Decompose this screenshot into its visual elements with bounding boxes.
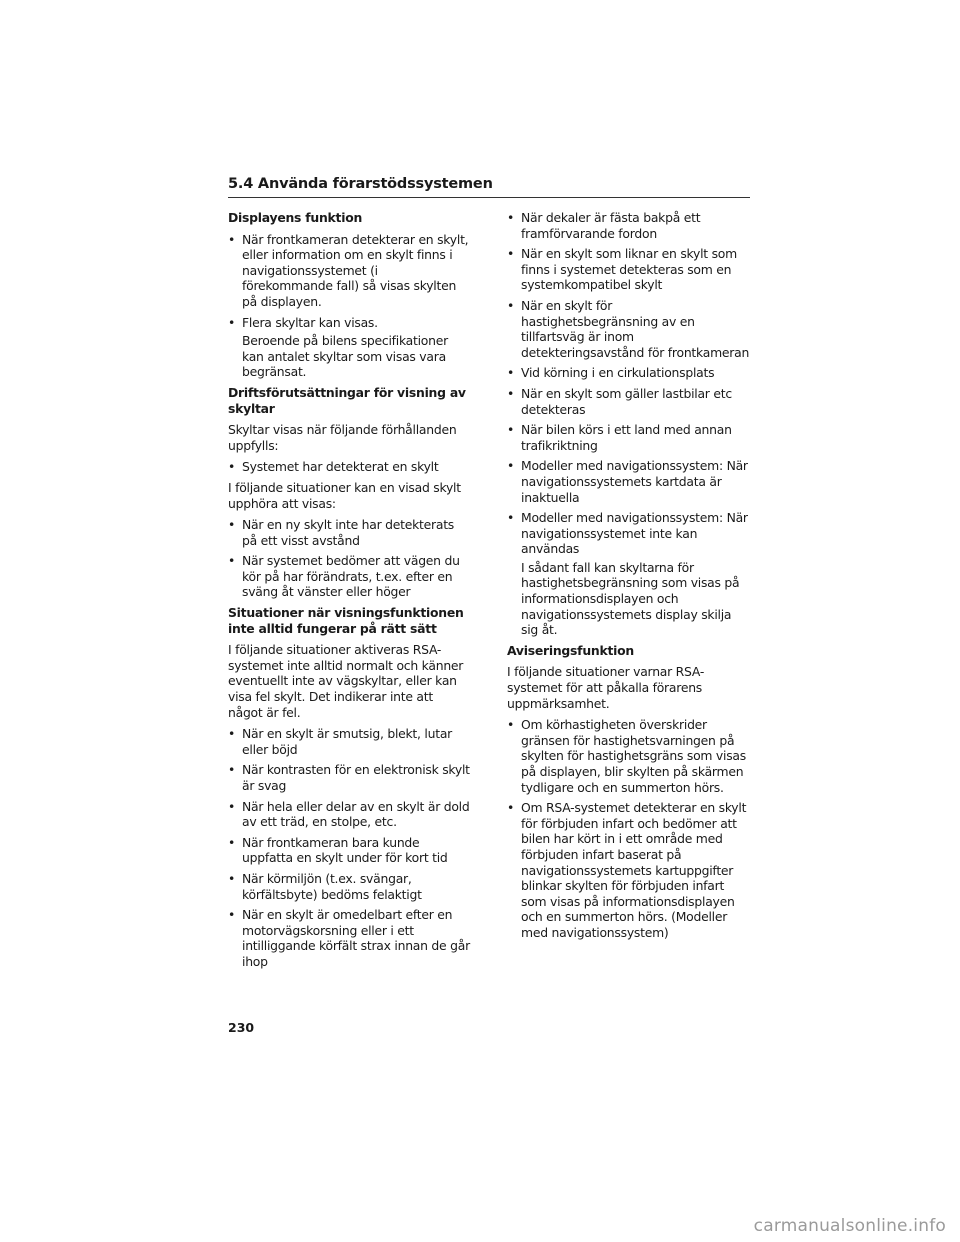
list-item: • När hela eller delar av en skylt är dold av ett träd, en stolpe, etc. <box>228 799 470 830</box>
left-column <box>228 210 470 975</box>
list-item: • Vid körning i en cirkulationsplats <box>507 365 750 381</box>
list-item: • När en skylt är omedelbart efter en motorvägskorsning eller i ett intilliggande körfält strax innan de går ihop <box>228 907 470 969</box>
list-item: • När en skylt är smutsig, blekt, lutar eller böjd <box>228 726 470 757</box>
heading-operating-conditions: Driftsförutsättningar för visning av skyltar <box>228 384 466 416</box>
list-item: • När körmiljön (t.ex. svängar, körfältsbyte) bedöms felaktigt <box>228 871 470 902</box>
list-item: • Om körhastigheten överskrider gränsen för hastighetsvarningen på skylten för hastighetsgräns som visas på displayen, blir skylten på skärmen tydligare och en summerton hörs. <box>507 717 750 795</box>
warning-list <box>507 717 750 940</box>
list-item-note: Beroende på bilens specifikationer kan antalet skyltar som visas vara begränsat. <box>242 333 448 380</box>
paragraph-situations: I följande situationer aktiveras RSA-systemet inte alltid normalt och känner eventuellt inte av vägskyltar, eller kan visa fel skylt. Det indikerar inte att något är fel. <box>228 642 464 720</box>
list-item: • När dekaler är fästa bakpå ett framförvarande fordon <box>507 210 750 241</box>
list-item: • När en skylt som liknar en skylt som finns i systemet detekteras som en systemkompatibel skylt <box>507 246 750 293</box>
watermark: carmanualsonline.info <box>753 1216 946 1236</box>
stop-list <box>228 517 470 600</box>
list-item: • Flera skyltar kan visas. Beroende på bilens specifikationer kan antalet skyltar som visas vara begränsat. <box>228 315 470 380</box>
list-item: • När en skylt för hastighetsbegränsning av en tillfartsväg är inom detekteringsavstånd för frontkameran <box>507 298 750 360</box>
situations-list-continued <box>507 210 750 638</box>
conditions-list <box>228 459 470 475</box>
list-item: • Modeller med navigationssystem: När navigationssystemets kartdata är inaktuella <box>507 458 750 505</box>
heading-situations: Situationer när visningsfunktionen inte alltid fungerar på rätt sätt <box>228 605 464 636</box>
list-item: • Modeller med navigationssystem: När navigationssystemet inte kan användas I sådant fall kan skyltarna för hastighetsbegränsning som visas på informationsdisplayen och navigationssystemets display skilja sig åt. <box>507 510 750 638</box>
right-column <box>507 210 750 946</box>
list-item: • Om RSA-systemet detekterar en skylt för förbjuden infart och bedömer att bilen har kört in i ett område med förbjuden infart baserat på navigationssystemets kartuppgifter blinkar skylten för förbjuden infart som visas på informationsdisplayen och en summerton hörs. (Modeller med navigationssystem) <box>507 800 750 940</box>
list-item: • När frontkameran detekterar en skylt, eller information om en skylt finns i navigationssystemet (i förekommande fall) så visas skylten på displayen. <box>228 232 470 310</box>
paragraph-conditions: Skyltar visas när följande förhållanden uppfylls: <box>228 422 457 453</box>
list-item: • När frontkameran bara kunde uppfatta en skylt under för kort tid <box>228 835 470 866</box>
display-list <box>228 232 470 380</box>
heading-display-function: Displayens funktion <box>228 210 363 225</box>
list-item: • När en ny skylt inte har detekterats på ett visst avstånd <box>228 517 470 548</box>
section-title: 5.4 Använda förarstödssystemen <box>228 176 750 198</box>
heading-warning-function: Aviseringsfunktion <box>507 642 634 658</box>
list-item-note: I sådant fall kan skyltarna för hastighetsbegränsning som visas på informationsdisplayen och navigationssystemets display skilja sig åt. <box>521 559 740 638</box>
paragraph-warning: I följande situationer varnar RSA-systemet för att påkalla förarens uppmärksamhet. <box>507 664 705 711</box>
page-header <box>228 176 750 198</box>
situations-list <box>228 726 470 969</box>
paragraph-stop: I följande situationer kan en visad skylt upphöra att visas: <box>228 479 461 511</box>
page-number: 230 <box>228 1020 255 1035</box>
list-item: • När kontrasten för en elektronisk skylt är svag <box>228 762 470 793</box>
list-item: • Systemet har detekterat en skylt <box>228 459 470 475</box>
list-item: • När bilen körs i ett land med annan trafikriktning <box>507 422 750 453</box>
list-item: • När systemet bedömer att vägen du kör på har förändrats, t.ex. efter en sväng åt vänster eller höger <box>228 553 470 600</box>
list-item: • När en skylt som gäller lastbilar etc detekteras <box>507 386 750 417</box>
